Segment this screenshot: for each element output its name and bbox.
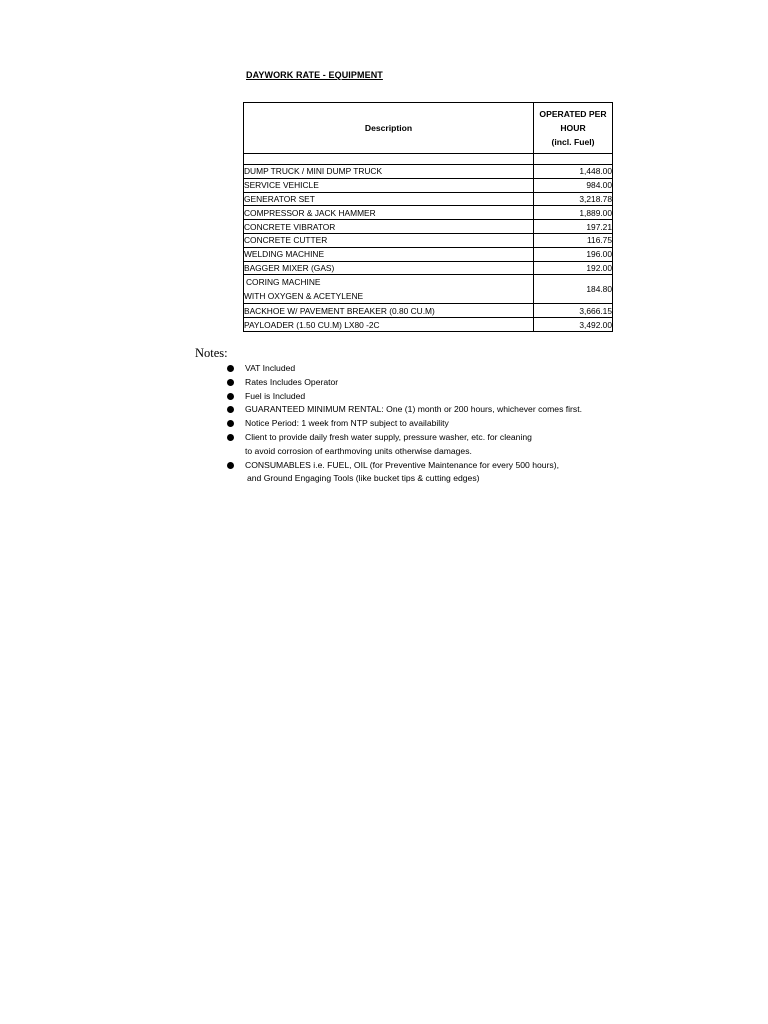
- table-header-row: [244, 103, 613, 154]
- description-cell: DUMP TRUCK / MINI DUMP TRUCK: [244, 165, 534, 179]
- list-item: [227, 376, 582, 390]
- note-text: VAT Included: [245, 363, 296, 373]
- description-cell: PAYLOADER (1.50 CU.M) LX80 -2C: [244, 318, 534, 332]
- table-row: [244, 233, 613, 247]
- rate-cell: 3,666.15: [534, 304, 613, 318]
- table-row: [244, 178, 613, 192]
- table-row: [244, 261, 613, 275]
- rate-cell: 116.75: [534, 233, 613, 247]
- description-cell: GENERATOR SET: [244, 192, 534, 206]
- table-row: [244, 275, 613, 304]
- note-text: Notice Period: 1 week from NTP subject to availability: [245, 418, 449, 429]
- rate-header-line1: OPERATED PER: [539, 109, 607, 119]
- table-row: [244, 206, 613, 220]
- note-text: CONSUMABLES i.e. FUEL, OIL (for Preventive Maintenance for every 500 hours),: [245, 459, 559, 470]
- rate-header-line2: HOUR: [560, 123, 586, 133]
- spacer-row: [244, 154, 613, 165]
- table-row: [244, 318, 613, 332]
- rate-cell: 192.00: [534, 261, 613, 275]
- rate-column-header: [534, 103, 613, 154]
- bullet-icon: [227, 420, 234, 427]
- list-item: [227, 362, 582, 376]
- note-text: GUARANTEED MINIMUM RENTAL: One (1) month or 200 hours, whichever comes first.: [245, 404, 582, 415]
- note-text: Fuel is Included: [245, 390, 306, 401]
- document-title: DAYWORK RATE - EQUIPMENT: [246, 70, 383, 80]
- rate-cell: 3,492.00: [534, 318, 613, 332]
- rate-cell: 984.00: [534, 178, 613, 192]
- description-cell: BAGGER MIXER (GAS): [244, 261, 534, 275]
- list-item: [227, 459, 582, 487]
- spacer-cell: [534, 154, 613, 165]
- description-cell: CONCRETE CUTTER: [244, 233, 534, 247]
- list-item: [227, 417, 582, 431]
- rate-cell: 196.00: [534, 247, 613, 261]
- daywork-rate-table: [243, 102, 613, 332]
- rate-cell: 197.21: [534, 220, 613, 234]
- rate-header-line3: (incl. Fuel): [551, 137, 595, 147]
- note-text: Rates Includes Operator: [245, 376, 339, 387]
- bullet-icon: [227, 434, 234, 441]
- description-cell: [244, 275, 534, 304]
- list-item: [227, 403, 582, 417]
- note-text: Client to provide daily fresh water supply, pressure washer, etc. for cleaning: [245, 431, 532, 442]
- rate-cell: 1,889.00: [534, 206, 613, 220]
- rate-cell: 184.80: [534, 275, 613, 304]
- note-text-continued: and Ground Engaging Tools (like bucket tips & cutting edges): [247, 473, 480, 484]
- table-row: [244, 165, 613, 179]
- bullet-icon: [227, 462, 234, 469]
- bullet-icon: [227, 365, 234, 372]
- list-item: [227, 431, 582, 459]
- description-line2: WITH OXYGEN & ACETYLENE: [244, 291, 364, 302]
- rate-cell: 3,218.78: [534, 192, 613, 206]
- description-cell: CONCRETE VIBRATOR: [244, 220, 534, 234]
- note-text-continued: to avoid corrosion of earthmoving units otherwise damages.: [245, 445, 472, 456]
- description-cell: SERVICE VEHICLE: [244, 178, 534, 192]
- bullet-icon: [227, 406, 234, 413]
- bullet-icon: [227, 379, 234, 386]
- bullet-icon: [227, 393, 234, 400]
- description-cell: BACKHOE W/ PAVEMENT BREAKER (0.80 CU.M): [244, 304, 534, 318]
- table-row: [244, 220, 613, 234]
- table-row: [244, 192, 613, 206]
- notes-heading: Notes:: [195, 346, 228, 360]
- spacer-cell: [244, 154, 534, 165]
- table-row: [244, 247, 613, 261]
- description-line1: CORING MACHINE: [246, 277, 321, 288]
- table-row: [244, 304, 613, 318]
- description-cell: COMPRESSOR & JACK HAMMER: [244, 206, 534, 220]
- rate-cell: 1,448.00: [534, 165, 613, 179]
- description-cell: WELDING MACHINE: [244, 247, 534, 261]
- list-item: [227, 390, 582, 404]
- notes-list: [227, 362, 582, 486]
- description-column-header: Description: [244, 103, 534, 154]
